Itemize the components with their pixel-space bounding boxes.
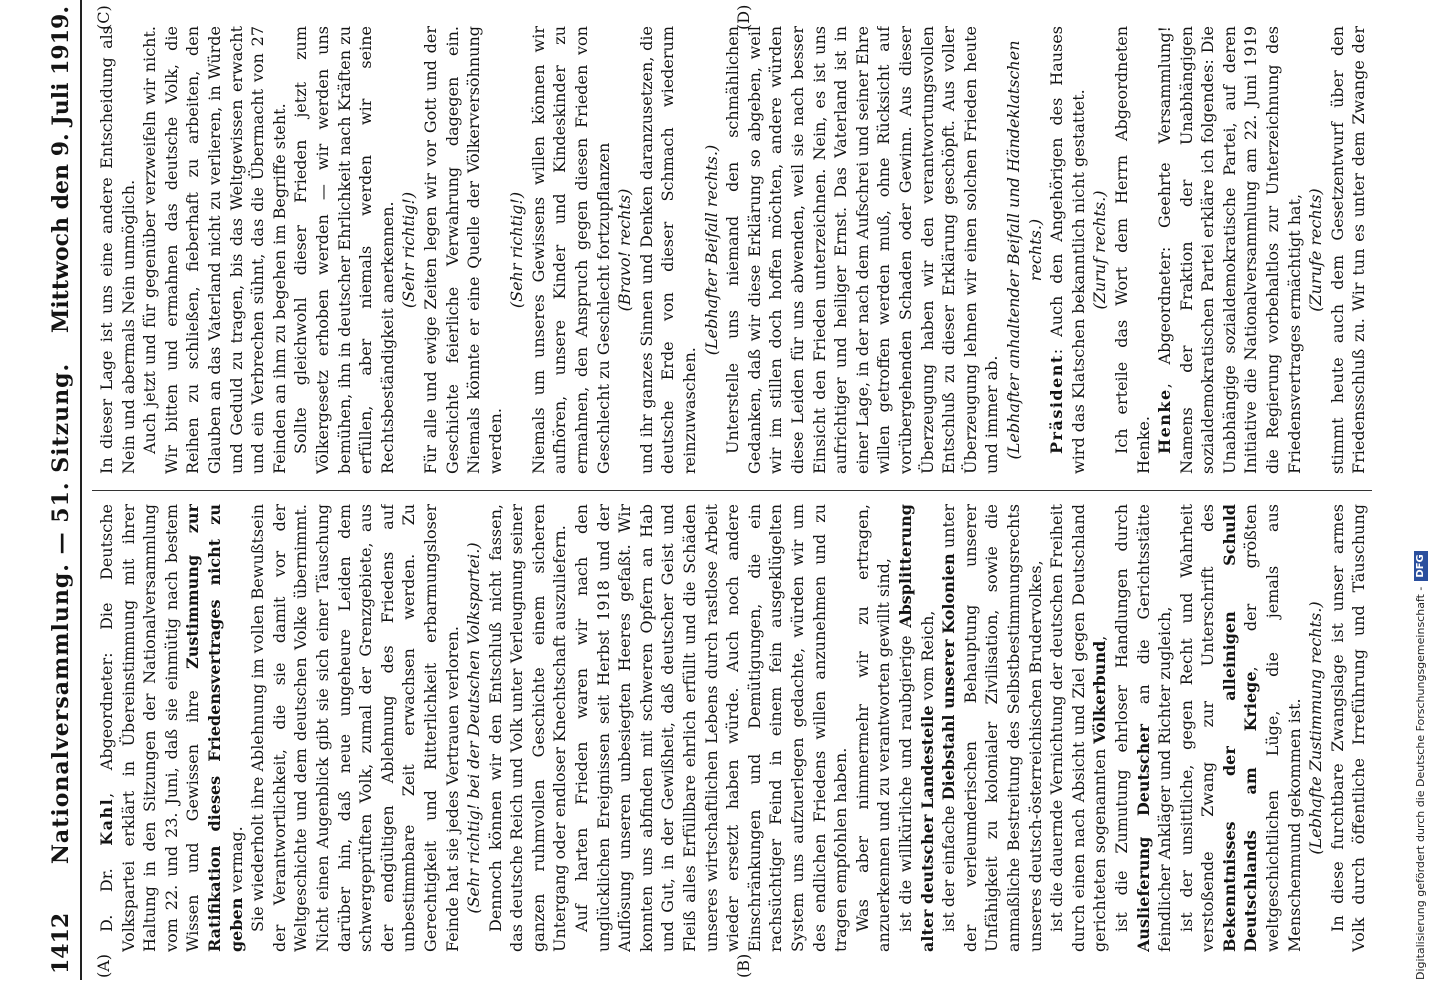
paragraph: Ich erteile das Wort dem Herrn Abgeordneten Henke. [1111, 26, 1153, 474]
paragraph [1111, 504, 1176, 952]
interjection: (Zurufe rechts) [1306, 188, 1326, 312]
paragraph-text: vom Reich, [917, 610, 937, 706]
page-number: 1412 [48, 912, 74, 974]
paragraph-text: , [1090, 635, 1110, 641]
dfg-logo-icon: DFG [1414, 551, 1428, 580]
paragraph: Auf harten Frieden waren wir nach den unglücklichen Ereignissen seit Herbst 1918 und der Auflösung unseren unbesiegten Heeres gefaßt. Wir konnten uns abfinden mit schweren Opfern an Hab und Gut, in der Gewißheit, daß deutscher Geist und Fleiß alles Erfüllbare ehrlich erfüllt und die Schäden unseres wirtschaftlichen Lebens durch rastlose Arbeit wieder ersetzt haben würde. Auch noch andere Einschränkungen und Demütigungen, die ein rachsüchtiger Feind in einem fein ausgeklügelten System uns aufzuerlegen gedachte, würden wir um des endlichen Friedens willen anzunehmen und zu tragen empfohlen haben. [572, 504, 851, 952]
emphasis-text: Völkerbund [1090, 640, 1110, 744]
paragraph: Für alle und ewige Zeiten legen wir vor Gott und der Geschichte feierliche Verwahrung dagegen ein. Niemals könnte er eine Quelle der Völkerversöhnung werden. [420, 26, 505, 474]
paragraph: Auch jetzt und für gegenüber verzweifeln wir nicht. Wir bitten und ermahnen das deutsche Volk, die Reihen zu schließen, fieberhaft zu arbeiten, den Glauben an das Vaterland nicht zu verlieren, in Würde und Geduld zu tragen, bis das Weltgewissen erwacht und ein Verbrechen sühnt, das die Übermacht von 27 Feinden an ihm zu begehen im Begriffe steht. [140, 26, 289, 474]
paragraph-text: ist der einfache [939, 800, 959, 932]
paragraph-text: : Auch den Angehörigen des Hauses wird das Klatschen bekanntlich nicht gestattet. [1047, 26, 1088, 474]
paragraph-text: an die Gerichtsstätte feindlicher Ankläger und Richter zugleich, [1133, 504, 1175, 952]
rotated-page-content [22, 0, 1402, 980]
paragraph: In dieser Lage ist uns eine andere Entscheidung als Nein und abermals Nein unmöglich. [97, 26, 138, 474]
column-divider [92, 490, 1372, 491]
interjection: (Bravo! rechts) [615, 188, 635, 312]
paragraph [1176, 504, 1306, 952]
funding-watermark-text: Digitalisierung gefördert durch die Deutsche Forschungsgemeinschaft - [1414, 586, 1427, 980]
margin-marker-a: (A) [94, 953, 113, 978]
paragraph-text: ist die dauernde Vernichtung der deutschen Freiheit durch einen nach Absicht und Ziel gegen Deutschland gerichteten sogenannten [1047, 504, 1110, 952]
speaker-name-henke: Henke [1155, 388, 1175, 454]
paragraph [938, 504, 1046, 952]
paragraph-text: unter der verleumderischen Behauptung unserer Unfähigkeit zu kolonialer Zivilisation, sowie die anmaßliche Bestreitung des Selbstbestimmungsrechts unseres deutsch-österreichischen Brudervolkes, [939, 504, 1045, 952]
funding-watermark [1404, 0, 1430, 1000]
paragraph-text: ist die Zumutung ehrloser Handlungen durch [1111, 504, 1131, 932]
paragraph: und ihr ganzes Sinnen und Denken daranzusetzen, die deutsche Erde von dieser Schmach wiederum reinzuwaschen. [636, 26, 700, 474]
paragraph-text: , Abgeordneter: Geehrte Versammlung! Namens der Fraktion der Unabhängigen sozialdemokratischen Partei erkläre ich folgendes: Die Unabhängige sozialdemokratische Partei, auf deren Initiative die Nationalversammlung am 22. Juni 1919 die Regierung vorbehaltlos zur Unterzeichnung des Friedensvertrages ermächtigt hat, [1155, 26, 1304, 474]
speech-kahl-intro [96, 504, 247, 952]
paragraph [895, 504, 938, 952]
interjection: (Zuruf rechts.) [1090, 190, 1110, 310]
interjection: (Sehr richtig!) [507, 191, 527, 309]
right-column [96, 26, 1368, 474]
left-column [96, 504, 1368, 952]
speech-henke-intro [1154, 26, 1305, 474]
paragraph: Dennoch können wir den Entschluß nicht fassen, das deutsche Reich und Volk unter Verleugnung seiner ganzen ruhmvollen Geschichte einem sicheren Untergang oder endloser Knechtschaft auszuliefern. [485, 504, 570, 952]
emphasis-text: Zustimmung zur Ratifikation dieses Friedensvertrages nicht zu geben [183, 504, 246, 952]
paragraph: Sollte gleichwohl dieser Frieden jetzt zum Völkergesetz erhoben werden — wir werden uns bemühen, ihn in deutscher Ehrlichkeit nach Kräften zu erfüllen, aber niemals werden wir seine Rechtsbeständigkeit anerkennen. [291, 26, 397, 474]
paragraph-text: ist die willkürliche und raubgierige [895, 627, 915, 932]
paragraph-text: ist der unsittliche, gegen Recht und Wahrheit verstoßende Zwang zur Unterschrift des [1176, 504, 1218, 952]
paragraph: Was aber nimmermehr wir zu ertragen, anzuerkennen und zu verantworten gewillt sind, [852, 504, 894, 952]
paragraph-text: , Abgeordneter: Die Deutsche Volkspartei erklärt in Übereinstimmung mit ihrer Haltung in den Sitzungen der Nationalversammlung vom 22. und 23. Juni, daß sie einmütig nach bestem Wissen und Gewissen ihre [97, 504, 203, 952]
speaker-title: D. Dr. [97, 845, 116, 932]
interjection: (Lebhafter anhaltender Beifall und Händeklatschen rechts.) [1003, 40, 1045, 460]
emphasis-text: Auslieferung Deutscher [1133, 724, 1153, 952]
emphasis-text: Absplitterung alter deutscher Landesteile [895, 504, 937, 952]
funding-watermark-line [1408, 0, 1434, 980]
emphasis-text: Bekenntnisses der alleinigen Schuld Deutschlands am Kriege [1219, 504, 1261, 952]
paragraph: Sie wiederholt ihre Ablehnung im vollen Bewußtsein der Verantwortlichkeit, die sie damit vor der Weltgeschichte und dem deutschen Volke übernimmt. Nicht einen Augenblick gibt sie sich einer Täuschung darüber hin, daß neue ungeheure Leiden dem schwergeprüften Volk, zumal der Grenzgebiete, aus der endgültigen Ablehnung des Friedens auf unbestimmbare Zeit erwachsen werden. Zu Gerechtigkeit und Ritterlichkeit erbarmungsloser Feinde hat sie jedes Vertrauen verloren. [248, 504, 462, 952]
margin-marker-c: (C) [94, 5, 113, 30]
paragraph-text: , der größten weltgeschichtlichen Lüge, die jemals aus Menschenmund gekommen ist. [1241, 504, 1304, 952]
president-statement [1046, 26, 1089, 474]
paragraph: stimmt heute auch dem Gesetzentwurf über den Friedensschluß zu. Wir tun es unter dem Zwange der [1327, 26, 1368, 474]
paragraph: Unterstelle uns niemand den schmählichen Gedanken, daß wir diese Erklärung so abgeben, weil wir im stillen doch hoffen möchten, andere würden diese Leiden für uns abwenden, weil sie nach besser Einsicht den Frieden unterzeichnen. Nein, es ist uns aufrichtiger und heiliger Ernst. Das Vaterland ist in einer Lage, in der nach dem Aufschrei und seiner Ehre willen getroffen werden muß, ohne Rücksicht auf vorübergehenden Schaden oder Gewinn. Aus dieser Überzeugung haben wir den verantwortungsvollen Entschluß zu dieser Erklärung geschöpft. Aus voller Überzeugung lehnen wir einen solchen Frieden heute und immer ab. [723, 26, 1002, 474]
interjection: (Lebhafte Zustimmung rechts.) [1306, 601, 1326, 855]
interjection: (Sehr richtig! bei der Deutschen Volkspartei.) [464, 542, 484, 914]
page-title: Nationalversammlung. — 51. Sitzung. [48, 362, 74, 865]
paragraph: Niemals um unseres Gewissens willen können wir aufhören, unsere Kinder und Kindeskinder zu ermahnen, den Anspruch gegen diesen Frieden von Geschlecht zu Geschlecht fortzupflanzen [528, 26, 613, 474]
speaker-name-president: Präsident [1047, 354, 1067, 454]
paragraph-text: vermag. [226, 826, 246, 898]
emphasis-text: Diebstahl unserer Kolonien [939, 553, 959, 801]
speaker-name-kahl: Kahl [97, 797, 116, 846]
interjection: (Sehr richtig!) [399, 191, 419, 309]
page-header [22, 0, 82, 980]
paragraph [1046, 504, 1111, 952]
margin-marker-b: (B) [734, 953, 753, 978]
margin-marker-d: (D) [734, 4, 753, 30]
paragraph: In diese furchtbare Zwangslage ist unser armes Volk durch öffentliche Irreführung und Täuschung [1327, 504, 1368, 952]
page-date: Mittwoch den 9. Juli 1919. [48, 6, 74, 334]
interjection: (Lebhafter Beifall rechts.) [701, 144, 721, 356]
